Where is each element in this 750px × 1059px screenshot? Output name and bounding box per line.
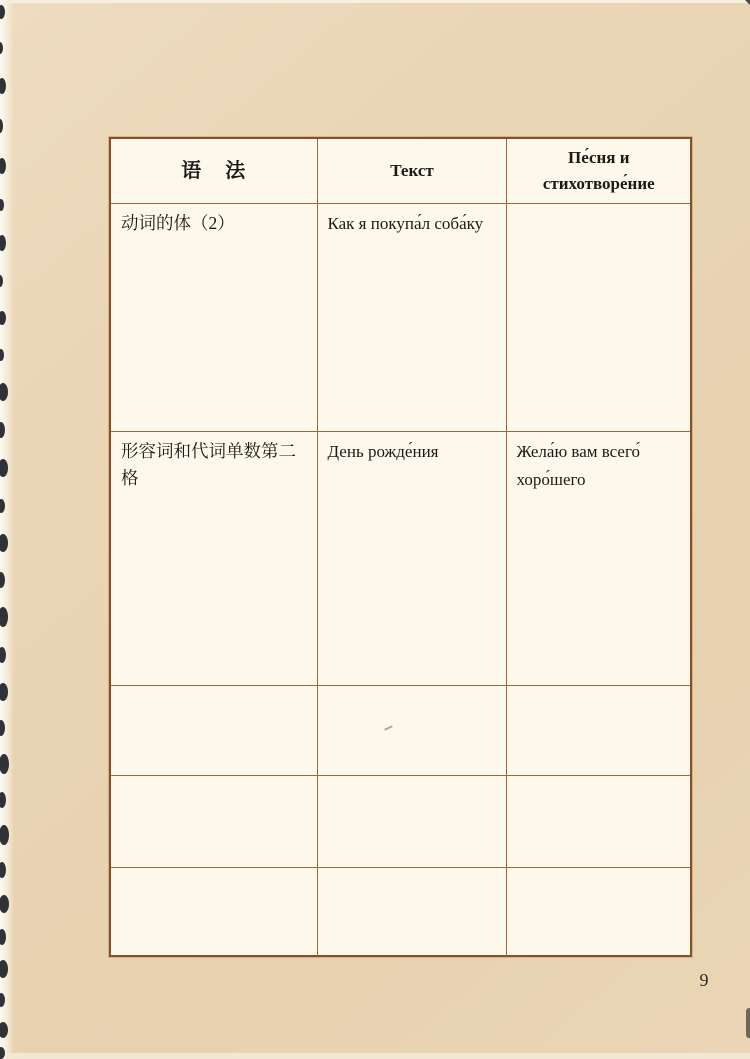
cell-song-1 (506, 204, 691, 432)
lesson-contents-table (109, 137, 692, 957)
cell-grammar-3 (110, 686, 317, 776)
table-row (110, 432, 691, 686)
cell-text-4 (317, 776, 506, 868)
binding-strip (0, 0, 14, 1059)
cell-grammar-5 (110, 868, 317, 956)
cell-grammar-2: 形容词和代词单数第二格 (110, 432, 317, 686)
cell-text-5 (317, 868, 506, 956)
header-grammar: 语 法 (110, 138, 317, 204)
table-row (110, 686, 691, 776)
table-row (110, 776, 691, 868)
page-number: 9 (699, 970, 709, 990)
binding-tear-marks-icon (0, 0, 14, 1059)
header-song-poem: Пе́сня и стихотворе́ние (506, 138, 691, 204)
table-header-row (110, 138, 691, 204)
cell-text-3 (317, 686, 506, 776)
scan-edge-bottom (0, 1053, 750, 1059)
cell-song-5 (506, 868, 691, 956)
cell-text-2: День рожде́ния (317, 432, 506, 686)
cell-song-4 (506, 776, 691, 868)
cell-song-3 (506, 686, 691, 776)
cell-grammar-1: 动词的体（2） (110, 204, 317, 432)
cell-grammar-4 (110, 776, 317, 868)
header-text: Текст (317, 138, 506, 204)
cell-song-2: Жела́ю вам всего́ хоро́шего (506, 432, 691, 686)
table-row (110, 868, 691, 956)
cell-text-1: Как я покупа́л соба́ку (317, 204, 506, 432)
table-row (110, 204, 691, 432)
scan-edge-top (0, 0, 750, 3)
scan-edge-mark (746, 1008, 750, 1038)
